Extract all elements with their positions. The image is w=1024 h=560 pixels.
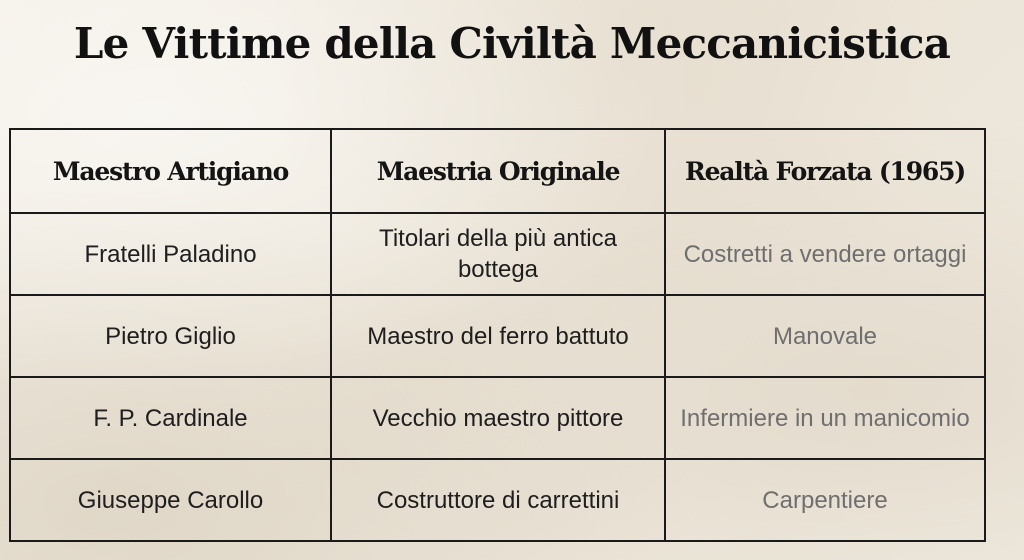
cell-forced-reality: Infermiere in un manicomio: [665, 377, 985, 459]
cell-forced-reality: Costretti a vendere ortaggi: [665, 213, 985, 295]
table-row: [10, 295, 985, 377]
header-original-mastery: Maestria Originale: [331, 129, 665, 213]
cell-mastery: Maestro del ferro battuto: [331, 295, 665, 377]
cell-forced-reality: Carpentiere: [665, 459, 985, 541]
header-master-artisan: Maestro Artigiano: [10, 129, 331, 213]
table-row: [10, 377, 985, 459]
cell-artisan: Pietro Giglio: [10, 295, 331, 377]
header-forced-reality: Realtà Forzata (1965): [665, 129, 985, 213]
cell-artisan: Giuseppe Carollo: [10, 459, 331, 541]
table-row: [10, 213, 985, 295]
table-header-row: [10, 129, 985, 213]
cell-mastery: Vecchio maestro pittore: [331, 377, 665, 459]
cell-mastery: Titolari della più antica bottega: [331, 213, 665, 295]
cell-artisan: Fratelli Paladino: [10, 213, 331, 295]
cell-forced-reality: Manovale: [665, 295, 985, 377]
cell-artisan: F. P. Cardinale: [10, 377, 331, 459]
page-title: Le Vittime della Civiltà Meccanicistica: [73, 19, 951, 68]
cell-mastery: Costruttore di carrettini: [331, 459, 665, 541]
artisans-table: [9, 128, 984, 532]
table-row: [10, 459, 985, 541]
